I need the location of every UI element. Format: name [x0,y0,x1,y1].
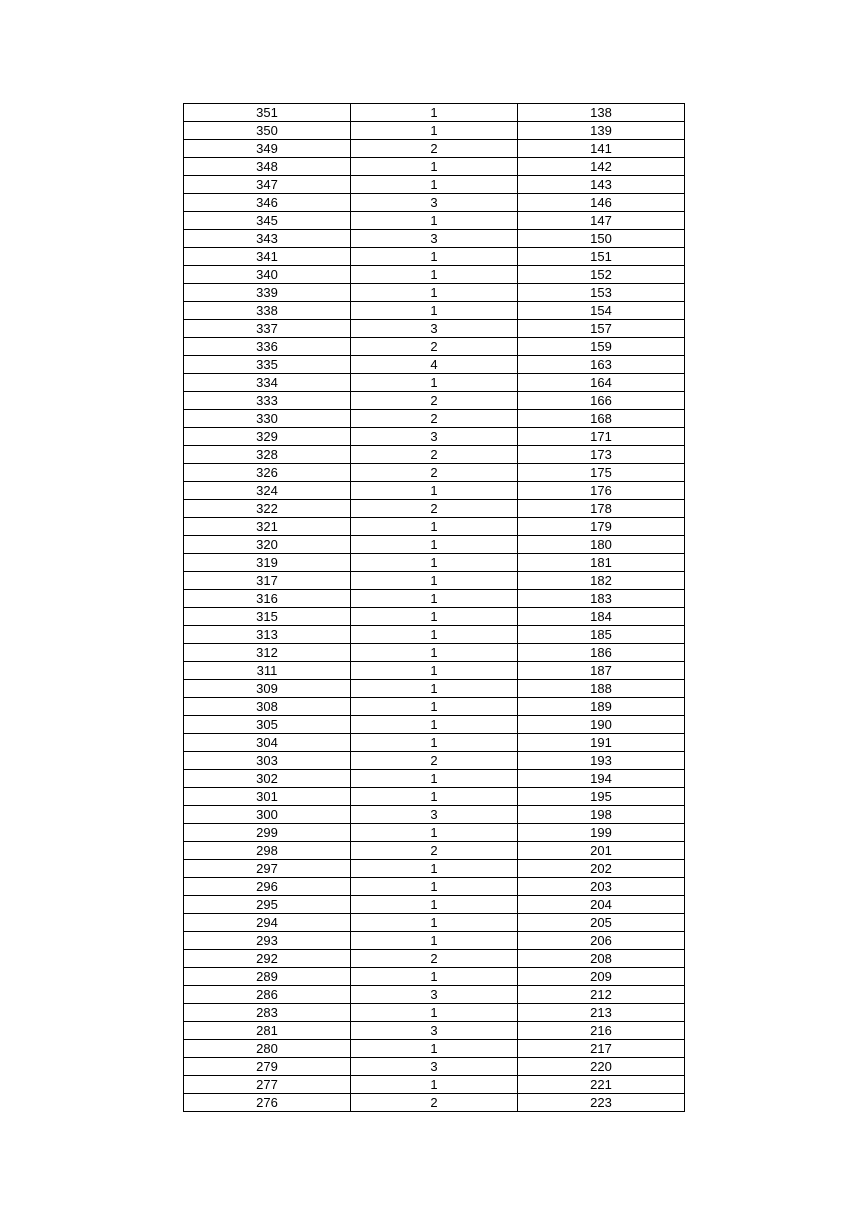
table-cell: 2 [351,446,518,464]
table-cell: 292 [184,950,351,968]
table-cell: 293 [184,932,351,950]
table-cell: 194 [518,770,685,788]
table-cell: 337 [184,320,351,338]
table-row [184,518,685,536]
table-cell: 146 [518,194,685,212]
table-row [184,968,685,986]
table-cell: 175 [518,464,685,482]
table-cell: 298 [184,842,351,860]
table-cell: 320 [184,536,351,554]
table-cell: 142 [518,158,685,176]
table-cell: 2 [351,950,518,968]
table-row [184,608,685,626]
table-cell: 1 [351,932,518,950]
table-row [184,428,685,446]
table-row [184,1004,685,1022]
table-row [184,644,685,662]
table-cell: 212 [518,986,685,1004]
table-cell: 184 [518,608,685,626]
table-row [184,230,685,248]
table-cell: 1 [351,482,518,500]
table-cell: 340 [184,266,351,284]
table-cell: 1 [351,788,518,806]
table-row [184,950,685,968]
table-cell: 297 [184,860,351,878]
table-row [184,752,685,770]
table-cell: 1 [351,122,518,140]
table-cell: 279 [184,1058,351,1076]
table-cell: 209 [518,968,685,986]
table-cell: 1 [351,878,518,896]
table-cell: 2 [351,140,518,158]
table-cell: 178 [518,500,685,518]
table-cell: 204 [518,896,685,914]
table-cell: 185 [518,626,685,644]
table-cell: 280 [184,1040,351,1058]
table-row [184,698,685,716]
table-cell: 1 [351,266,518,284]
table-cell: 188 [518,680,685,698]
table-cell: 1 [351,590,518,608]
table-row [184,122,685,140]
table-cell: 3 [351,806,518,824]
table-cell: 1 [351,158,518,176]
table-cell: 316 [184,590,351,608]
table-cell: 1 [351,1076,518,1094]
table-cell: 147 [518,212,685,230]
table-cell: 187 [518,662,685,680]
table-cell: 139 [518,122,685,140]
table-cell: 300 [184,806,351,824]
table-cell: 1 [351,302,518,320]
table-cell: 1 [351,1004,518,1022]
table-cell: 179 [518,518,685,536]
table-cell: 205 [518,914,685,932]
table-cell: 1 [351,572,518,590]
table-cell: 347 [184,176,351,194]
table-cell: 152 [518,266,685,284]
table-cell: 345 [184,212,351,230]
table-cell: 295 [184,896,351,914]
table-cell: 1 [351,212,518,230]
table-cell: 1 [351,626,518,644]
table-row [184,590,685,608]
table-cell: 338 [184,302,351,320]
table-cell: 217 [518,1040,685,1058]
table-row [184,338,685,356]
table-cell: 335 [184,356,351,374]
table-cell: 176 [518,482,685,500]
table-cell: 296 [184,878,351,896]
table-row [184,788,685,806]
table-cell: 283 [184,1004,351,1022]
table-row [184,914,685,932]
table-cell: 326 [184,464,351,482]
table-row [184,1076,685,1094]
table-cell: 2 [351,752,518,770]
table-cell: 2 [351,338,518,356]
table-row [184,860,685,878]
table-row [184,320,685,338]
table-cell: 190 [518,716,685,734]
table-cell: 159 [518,338,685,356]
table-row [184,572,685,590]
table-cell: 201 [518,842,685,860]
table-cell: 339 [184,284,351,302]
table-cell: 1 [351,176,518,194]
table-cell: 221 [518,1076,685,1094]
table-cell: 319 [184,554,351,572]
table-cell: 313 [184,626,351,644]
table-cell: 163 [518,356,685,374]
table-cell: 203 [518,878,685,896]
table-row [184,770,685,788]
table-cell: 3 [351,1022,518,1040]
table-cell: 1 [351,554,518,572]
table-cell: 1 [351,608,518,626]
table-cell: 294 [184,914,351,932]
table-cell: 301 [184,788,351,806]
table-row [184,626,685,644]
table-cell: 286 [184,986,351,1004]
table-cell: 2 [351,392,518,410]
table-cell: 181 [518,554,685,572]
table-cell: 183 [518,590,685,608]
table-row [184,536,685,554]
table-cell: 1 [351,968,518,986]
table-cell: 206 [518,932,685,950]
table-row [184,392,685,410]
table-cell: 1 [351,896,518,914]
table-cell: 3 [351,320,518,338]
table-cell: 334 [184,374,351,392]
table-row [184,662,685,680]
table-cell: 281 [184,1022,351,1040]
table-row [184,500,685,518]
table-cell: 3 [351,986,518,1004]
table-cell: 191 [518,734,685,752]
table-cell: 302 [184,770,351,788]
table-cell: 150 [518,230,685,248]
table-row [184,1022,685,1040]
table-cell: 216 [518,1022,685,1040]
table-row [184,248,685,266]
table-cell: 317 [184,572,351,590]
table-row [184,104,685,122]
table-row [184,986,685,1004]
table-cell: 333 [184,392,351,410]
table-cell: 336 [184,338,351,356]
table-cell: 199 [518,824,685,842]
table-cell: 304 [184,734,351,752]
table-cell: 3 [351,230,518,248]
table-row [184,212,685,230]
table-cell: 1 [351,536,518,554]
table-cell: 1 [351,680,518,698]
table-cell: 315 [184,608,351,626]
table-row [184,806,685,824]
table-cell: 171 [518,428,685,446]
table-cell: 312 [184,644,351,662]
table-cell: 3 [351,194,518,212]
table-cell: 138 [518,104,685,122]
table-cell: 299 [184,824,351,842]
table-row [184,554,685,572]
table-cell: 321 [184,518,351,536]
table-body [184,104,685,1112]
table-row [184,482,685,500]
table-cell: 220 [518,1058,685,1076]
table-cell: 329 [184,428,351,446]
table-cell: 2 [351,464,518,482]
table-cell: 346 [184,194,351,212]
table-row [184,716,685,734]
table-row [184,446,685,464]
table-cell: 1 [351,698,518,716]
table-cell: 208 [518,950,685,968]
table-cell: 289 [184,968,351,986]
table-cell: 1 [351,734,518,752]
table-cell: 324 [184,482,351,500]
table-cell: 341 [184,248,351,266]
table-cell: 3 [351,1058,518,1076]
table-cell: 308 [184,698,351,716]
table-row [184,464,685,482]
table-row [184,824,685,842]
table-row [184,680,685,698]
table-cell: 4 [351,356,518,374]
table-cell: 350 [184,122,351,140]
table-cell: 343 [184,230,351,248]
table-row [184,932,685,950]
table-cell: 173 [518,446,685,464]
table-cell: 1 [351,770,518,788]
table-cell: 223 [518,1094,685,1112]
table-cell: 213 [518,1004,685,1022]
table-cell: 141 [518,140,685,158]
table-row [184,266,685,284]
table-cell: 2 [351,410,518,428]
table-row [184,356,685,374]
data-table [183,103,685,1112]
table-cell: 1 [351,248,518,266]
table-cell: 351 [184,104,351,122]
table-row [184,896,685,914]
table-cell: 348 [184,158,351,176]
table-cell: 330 [184,410,351,428]
table-cell: 1 [351,284,518,302]
table-cell: 1 [351,914,518,932]
table-row [184,194,685,212]
table-cell: 1 [351,518,518,536]
table-row [184,842,685,860]
table-cell: 168 [518,410,685,428]
table-row [184,302,685,320]
table-cell: 3 [351,428,518,446]
table-cell: 180 [518,536,685,554]
table-cell: 143 [518,176,685,194]
table-cell: 1 [351,860,518,878]
table-cell: 154 [518,302,685,320]
table-cell: 1 [351,824,518,842]
table-cell: 1 [351,716,518,734]
table-cell: 1 [351,644,518,662]
table-cell: 1 [351,1040,518,1058]
table-cell: 166 [518,392,685,410]
table-cell: 2 [351,500,518,518]
table-row [184,140,685,158]
table-row [184,1040,685,1058]
table-row [184,1094,685,1112]
table-cell: 276 [184,1094,351,1112]
table-cell: 303 [184,752,351,770]
table-cell: 198 [518,806,685,824]
table-cell: 195 [518,788,685,806]
table-cell: 328 [184,446,351,464]
table-cell: 2 [351,1094,518,1112]
table-cell: 305 [184,716,351,734]
table-row [184,374,685,392]
table-cell: 189 [518,698,685,716]
table-cell: 322 [184,500,351,518]
table-cell: 277 [184,1076,351,1094]
table-cell: 1 [351,374,518,392]
table-cell: 349 [184,140,351,158]
table-row [184,410,685,428]
table-cell: 309 [184,680,351,698]
table-cell: 157 [518,320,685,338]
table-cell: 1 [351,104,518,122]
table-row [184,734,685,752]
table-cell: 153 [518,284,685,302]
table-row [184,176,685,194]
table-row [184,878,685,896]
table-cell: 182 [518,572,685,590]
table-cell: 193 [518,752,685,770]
table-row [184,284,685,302]
table-cell: 2 [351,842,518,860]
table-cell: 311 [184,662,351,680]
table-cell: 164 [518,374,685,392]
table-cell: 1 [351,662,518,680]
table-row [184,158,685,176]
table-row [184,1058,685,1076]
table-cell: 186 [518,644,685,662]
table-cell: 202 [518,860,685,878]
table-cell: 151 [518,248,685,266]
